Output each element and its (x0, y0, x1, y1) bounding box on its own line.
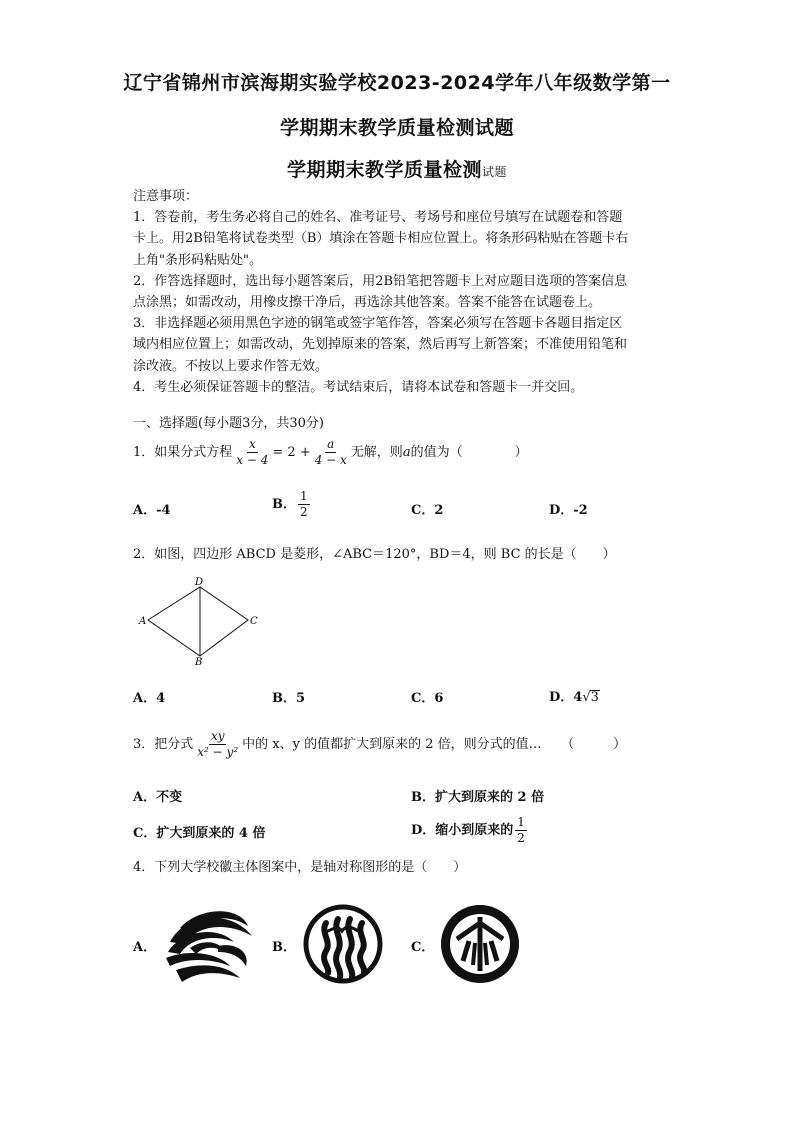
q3-suffix: 中的 x、y 的值都扩大到原来的 2 倍，则分式的值… （ ） (242, 737, 627, 752)
q1-frac1-num: x (248, 437, 256, 451)
q1-frac2-den: 4 − x (314, 453, 347, 467)
q1-fraction-2 (313, 437, 349, 468)
notice-block (133, 186, 668, 398)
q3-option-d-label: D．缩小到原来的 (411, 823, 514, 838)
vertex-label-a: A (139, 616, 147, 627)
q3-frac-num: xy (210, 729, 225, 743)
q1-frac2-num: a (327, 437, 335, 451)
notice-line: 2．作答选择题时，选出每小题答案后，用2B铅笔把答题卡上对应题目选项的答案信息 (133, 273, 628, 289)
question-3 (133, 729, 626, 760)
q1-option-c: C．2 (411, 503, 444, 518)
q3-option-d-den: 2 (517, 831, 525, 845)
q3-option-c: C．扩大到原来的 4 倍 (133, 826, 266, 841)
q2-option-b: B．5 (272, 691, 306, 706)
q1-option-a: A．-4 (133, 503, 171, 518)
vertex-label-b: B (195, 657, 203, 666)
notice-line: 涂改液。不按以上要求作答无效。 (133, 358, 329, 374)
q1-prefix: 1．如果分式方程 (133, 445, 233, 460)
q3-prefix: 3．把分式 (133, 737, 194, 752)
q1-option-d: D．-2 (549, 503, 588, 518)
section-heading: 一、选择题(每小题3分，共30分) (133, 416, 324, 431)
q1-frac1-den: x − 4 (236, 453, 269, 467)
doc-title-line3 (0, 155, 794, 182)
notice-line: 点涂黑；如需改动，用橡皮擦干净后，再选涂其他答案。答案不能答在试题卷上。 (133, 295, 602, 311)
q1-suffix2: 的值为（ ） (410, 445, 528, 460)
seal-logo-icon (439, 903, 521, 985)
q1-option-b-label: B． (272, 497, 296, 512)
q1-suffix1: 无解，则 (350, 445, 403, 460)
q1-option-b-den: 2 (300, 505, 308, 519)
notice-line: 1．答卷前，考生务必将自己的姓名、准考证号、考场号和座位号填写在试题卷和答题 (133, 210, 623, 226)
q3-frac-den: x² − y² (197, 745, 239, 759)
spiral-swirl-logo-icon (160, 902, 256, 988)
rhombus-diagram (136, 574, 266, 666)
q1-fraction-1 (234, 437, 270, 468)
q3-option-d-frac (515, 815, 527, 846)
q3-option-d (411, 815, 529, 846)
notice-line: 上角"条形码粘贴处"。 (133, 252, 262, 268)
q2-option-d-radicand: 3 (590, 690, 599, 705)
q4-option-b: B． (272, 940, 296, 955)
notice-line: 4．考生必须保证答题卡的整洁。考试结束后，请将本试卷和答题卡一并交回。 (133, 379, 584, 395)
vertex-label-d: D (195, 577, 204, 588)
rhombus-outline (148, 587, 248, 656)
question-4: 4．下列大学校徽主体图案中，是轴对称图形的是（ ） (133, 860, 467, 875)
doc-title-line1: 辽宁省锦州市滨海期实验学校2023-2024学年八年级数学第一 (123, 72, 671, 94)
q3-option-b: B．扩大到原来的 2 倍 (411, 790, 545, 805)
q2-option-d-label: D．4 (549, 690, 583, 705)
question-1 (133, 437, 528, 468)
q2-option-a: A．4 (133, 691, 166, 706)
notice-line: 3．非选择题必须用黑色字迹的钢笔或签字笔作答，答案必须写在答题卡各题目指定区 (133, 316, 623, 332)
q4-option-a: A． (133, 940, 157, 955)
doc-title-line2: 学期期末教学质量检测试题 (279, 117, 514, 139)
doc-title-line3-small: 试题 (482, 165, 508, 179)
question-2: 2．如图，四边形 ABCD 是菱形，∠ABC＝120°，BD＝4，则 BC 的长是（ ） (133, 547, 616, 562)
q1-option-b-frac (298, 489, 310, 520)
wavy-lines-logo-icon (302, 903, 384, 985)
q2-option-c: C．6 (411, 691, 444, 706)
q1-option-b-num: 1 (300, 489, 308, 503)
q3-option-d-num: 1 (517, 815, 525, 829)
notice-heading: 注意事项： (133, 189, 199, 204)
notice-line: 卡上。用2B铅笔将试卷类型（B）填涂在答题卡相应位置上。将条形码粘贴在答题卡右 (133, 231, 629, 247)
q1-option-b (272, 489, 312, 520)
doc-title-line3-main: 学期期末教学质量检测 (286, 159, 482, 181)
q1-mid: = 2 + (272, 445, 311, 460)
q4-option-c: C． (411, 940, 435, 955)
q3-option-a: A．不变 (133, 790, 183, 805)
vertex-label-c: C (250, 616, 258, 627)
notice-line: 域内相应位置上；如需改动，先划掉原来的答案，然后再写上新答案；不准使用铅笔和 (133, 337, 628, 353)
q3-fraction (195, 729, 240, 760)
q1-var: a (402, 445, 411, 460)
q2-option-d: D．4√3 (549, 690, 599, 705)
